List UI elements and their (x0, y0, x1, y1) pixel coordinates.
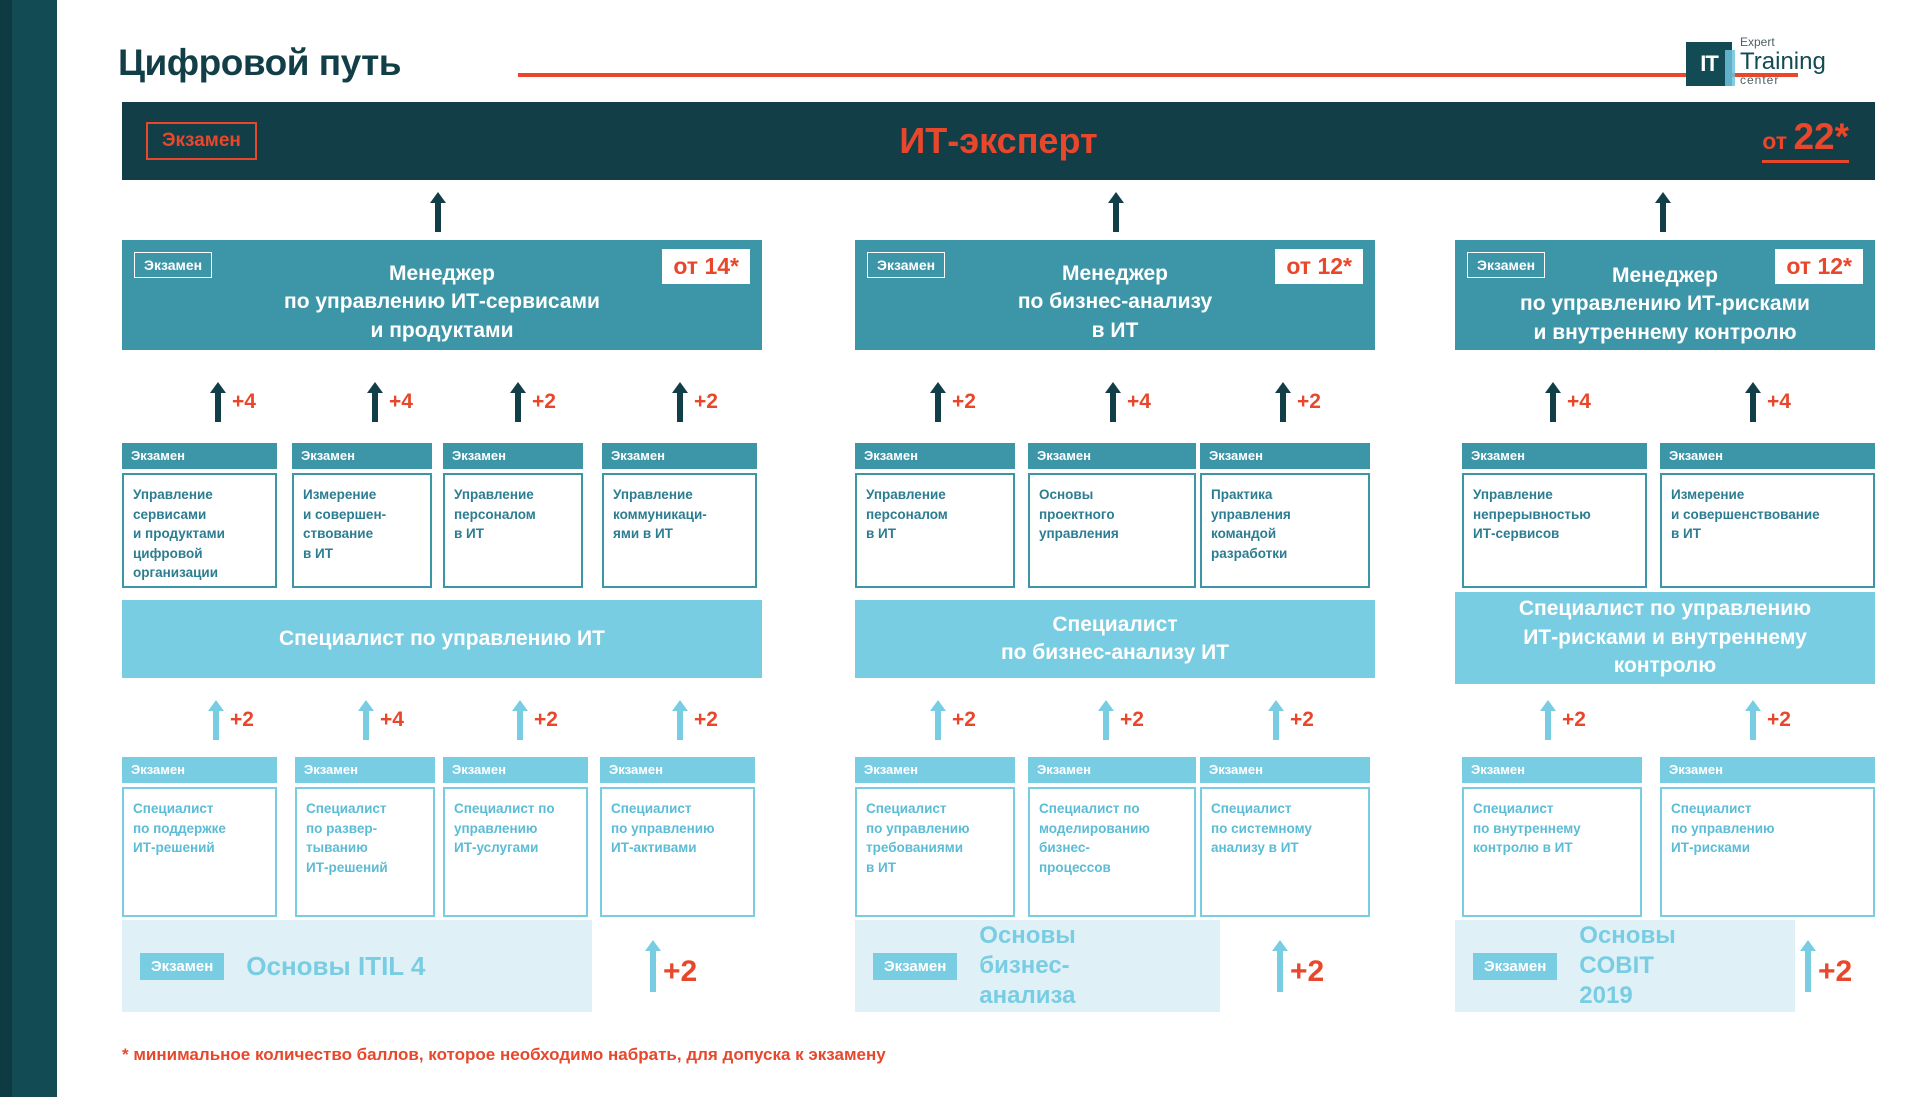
basics-title-col3: Основы COBIT 2019 (1579, 922, 1676, 1009)
score-plus-course-c2-3: +2 (1297, 390, 1321, 413)
manager-box-col3 (1455, 240, 1875, 350)
spec-course-exam-badge-c1-3: Экзамен (443, 757, 588, 783)
spec-course-body-c1-4: Специалист по управлению ИТ-активами (600, 787, 755, 917)
it-expert-title: ИТ-эксперт (899, 120, 1098, 161)
header (118, 20, 1878, 90)
score-plus-basics-c3: +2 (1818, 955, 1853, 988)
arrow-course-to-manager-c1-3 (510, 382, 526, 422)
course-body-c1-4: Управление коммуникаци- ями в ИТ (602, 473, 757, 588)
spec-course-card-c2-1 (855, 757, 1015, 917)
it-expert-score (1762, 116, 1849, 163)
arrow-spec-course-c2-2 (1098, 700, 1114, 740)
manager-title-col1: Менеджер по управлению ИТ-сервисами и продуктами (284, 262, 600, 342)
specialist-box-col3 (1455, 592, 1875, 684)
spec-course-exam-badge-c2-2: Экзамен (1028, 757, 1196, 783)
it-expert-score-value: 22* (1793, 116, 1849, 157)
basics-box-col3 (1455, 920, 1795, 1012)
exam-badge-expert: Экзамен (146, 122, 257, 160)
spec-course-exam-badge-c3-1: Экзамен (1462, 757, 1642, 783)
score-plus-spec-c2-3: +2 (1290, 708, 1314, 731)
specialist-box-col2 (855, 600, 1375, 678)
spec-course-card-c2-2 (1028, 757, 1196, 917)
course-exam-badge-c1-3: Экзамен (443, 443, 583, 469)
specialist-title-col1: Специалист по управлению ИТ (279, 626, 605, 650)
course-exam-badge-c1-2: Экзамен (292, 443, 432, 469)
arrow-shaft (1750, 710, 1756, 740)
spec-course-body-c3-2: Специалист по управлению ИТ-рисками (1660, 787, 1875, 917)
arrow-course-to-manager-c1-4 (672, 382, 688, 422)
manager-title-col3: Менеджер по управлению ИТ-рисками и внутреннему контролю (1520, 264, 1810, 344)
specialist-box-col1 (122, 600, 762, 678)
score-plus-spec-c1-2: +4 (380, 708, 404, 731)
arrow-course-to-manager-c2-2 (1105, 382, 1121, 422)
logo-training-text: Training (1740, 47, 1826, 75)
manager-title-col2: Менеджер по бизнес-анализу в ИТ (1017, 262, 1213, 342)
course-exam-badge-c2-2: Экзамен (1028, 443, 1196, 469)
score-plus-spec-c2-2: +2 (1120, 708, 1144, 731)
score-plus-basics-c2: +2 (1290, 955, 1325, 988)
manager-exam-badge-col2: Экзамен (867, 252, 945, 278)
spec-course-body-c1-1: Специалист по поддержке ИТ-решений (122, 787, 277, 917)
it-expert-score-prefix: от (1762, 128, 1788, 154)
arrow-spec-course-c1-3 (512, 700, 528, 740)
spec-course-exam-badge-c1-4: Экзамен (600, 757, 755, 783)
arrow-shaft (1545, 710, 1551, 740)
score-plus-spec-c1-3: +2 (534, 708, 558, 731)
basics-box-col2 (855, 920, 1220, 1012)
basics-exam-badge-col1: Экзамен (140, 953, 224, 980)
logo-center-text: center (1740, 72, 1780, 87)
arrow-shaft (1113, 202, 1119, 232)
arrow-spec-course-c3-1 (1540, 700, 1556, 740)
course-exam-badge-c1-1: Экзамен (122, 443, 277, 469)
arrow-spec-course-c1-2 (358, 700, 374, 740)
score-plus-course-c1-3: +2 (532, 390, 556, 413)
arrow-course-to-manager-c2-3 (1275, 382, 1291, 422)
score-plus-course-c3-1: +4 (1567, 390, 1591, 413)
arrow-course-to-manager-c2-1 (930, 382, 946, 422)
spec-course-card-c1-4 (600, 757, 755, 917)
logo-mark: IT (1686, 42, 1732, 86)
course-body-c2-1: Управление персоналом в ИТ (855, 473, 1015, 588)
arrow-to-it-expert-col1 (430, 192, 446, 232)
arrow-shaft (935, 710, 941, 740)
it-expert-bar (122, 102, 1875, 180)
basics-title-col2: Основы бизнес- анализа (979, 922, 1076, 1009)
arrow-shaft (213, 710, 219, 740)
arrow-shaft (1280, 392, 1286, 422)
course-body-c2-3: Практика управления командой разработки (1200, 473, 1370, 588)
arrow-spec-course-c1-1 (208, 700, 224, 740)
spec-course-body-c1-2: Специалист по развер- тыванию ИТ-решений (295, 787, 435, 917)
arrow-shaft (1550, 392, 1556, 422)
spec-course-exam-badge-c2-3: Экзамен (1200, 757, 1370, 783)
course-card-c1-1 (122, 443, 277, 588)
spec-course-body-c3-1: Специалист по внутреннему контролю в ИТ (1462, 787, 1642, 917)
course-card-c3-1 (1462, 443, 1647, 588)
arrow-spec-course-c2-1 (930, 700, 946, 740)
score-plus-basics-c1: +2 (663, 955, 698, 988)
spec-course-exam-badge-c1-2: Экзамен (295, 757, 435, 783)
score-plus-course-c1-1: +4 (232, 390, 256, 413)
arrow-course-to-manager-c3-1 (1545, 382, 1561, 422)
spec-course-body-c1-3: Специалист по управлению ИТ-услугами (443, 787, 588, 917)
left-stripe (0, 0, 57, 1097)
manager-score-col2: от 12* (1275, 249, 1363, 284)
spec-course-exam-badge-c3-2: Экзамен (1660, 757, 1875, 783)
arrow-spec-course-c2-3 (1268, 700, 1284, 740)
spec-course-card-c3-1 (1462, 757, 1642, 917)
arrow-shaft (650, 950, 656, 992)
arrow-shaft (517, 710, 523, 740)
course-exam-badge-c2-3: Экзамен (1200, 443, 1370, 469)
score-plus-spec-c3-1: +2 (1562, 708, 1586, 731)
arrow-shaft (1277, 950, 1283, 992)
spec-course-card-c1-2 (295, 757, 435, 917)
arrow-basics-c3 (1800, 940, 1816, 992)
spec-course-card-c3-2 (1660, 757, 1875, 917)
arrow-shaft (515, 392, 521, 422)
arrow-course-to-manager-c3-2 (1745, 382, 1761, 422)
score-plus-course-c1-4: +2 (694, 390, 718, 413)
course-body-c3-1: Управление непрерывностью ИТ-сервисов (1462, 473, 1647, 588)
spec-course-card-c1-1 (122, 757, 277, 917)
arrow-to-it-expert-col2 (1108, 192, 1124, 232)
course-exam-badge-c3-1: Экзамен (1462, 443, 1647, 469)
score-plus-course-c3-2: +4 (1767, 390, 1791, 413)
arrow-spec-course-c3-2 (1745, 700, 1761, 740)
page-title: Цифровой путь (118, 42, 401, 83)
basics-title-col1: Основы ITIL 4 (246, 950, 426, 981)
course-body-c1-3: Управление персоналом в ИТ (443, 473, 583, 588)
specialist-title-col3: Специалист по управлению ИТ-рисками и внутреннему контролю (1518, 597, 1812, 678)
manager-score-col3: от 12* (1775, 249, 1863, 284)
course-exam-badge-c2-1: Экзамен (855, 443, 1015, 469)
manager-score-col1: от 14* (662, 249, 750, 284)
manager-box-col2 (855, 240, 1375, 350)
course-card-c3-2 (1660, 443, 1875, 588)
spec-course-exam-badge-c2-1: Экзамен (855, 757, 1015, 783)
score-plus-course-c2-2: +4 (1127, 390, 1151, 413)
arrow-to-it-expert-col3 (1655, 192, 1671, 232)
arrow-shaft (1273, 710, 1279, 740)
arrow-shaft (363, 710, 369, 740)
course-body-c1-2: Измерение и совершен- ствование в ИТ (292, 473, 432, 588)
manager-exam-badge-col1: Экзамен (134, 252, 212, 278)
arrow-shaft (677, 392, 683, 422)
score-plus-course-c2-1: +2 (952, 390, 976, 413)
course-card-c2-1 (855, 443, 1015, 588)
course-exam-badge-c3-2: Экзамен (1660, 443, 1875, 469)
arrow-shaft (372, 392, 378, 422)
arrow-shaft (677, 710, 683, 740)
score-plus-spec-c3-2: +2 (1767, 708, 1791, 731)
arrow-basics-c1 (645, 940, 661, 992)
title-rule (518, 73, 1798, 77)
course-exam-badge-c1-4: Экзамен (602, 443, 757, 469)
score-plus-spec-c1-1: +2 (230, 708, 254, 731)
footnote: * минимальное количество баллов, которое необходимо набрать, для допуска к экзамену (122, 1045, 886, 1064)
arrow-shaft (1110, 392, 1116, 422)
manager-exam-badge-col3: Экзамен (1467, 252, 1545, 278)
spec-course-body-c2-3: Специалист по системному анализу в ИТ (1200, 787, 1370, 917)
arrow-course-to-manager-c1-2 (367, 382, 383, 422)
arrow-basics-c2 (1272, 940, 1288, 992)
manager-box-col1 (122, 240, 762, 350)
logo-text (1740, 36, 1826, 86)
basics-box-col1 (122, 920, 592, 1012)
course-card-c1-3 (443, 443, 583, 588)
spec-course-body-c2-2: Специалист по моделированию бизнес- процессов (1028, 787, 1196, 917)
spec-course-exam-badge-c1-1: Экзамен (122, 757, 277, 783)
score-plus-spec-c2-1: +2 (952, 708, 976, 731)
course-card-c2-2 (1028, 443, 1196, 588)
specialist-title-col2: Специалист по бизнес-анализу ИТ (1000, 612, 1230, 664)
basics-exam-badge-col3: Экзамен (1473, 953, 1557, 980)
spec-course-body-c2-1: Специалист по управлению требованиями в ИТ (855, 787, 1015, 917)
course-card-c1-2 (292, 443, 432, 588)
left-stripe-inner (0, 0, 12, 1097)
score-plus-course-c1-2: +4 (389, 390, 413, 413)
course-body-c1-1: Управление сервисами и продуктами цифровой организации (122, 473, 277, 588)
arrow-spec-course-c1-4 (672, 700, 688, 740)
arrow-shaft (1103, 710, 1109, 740)
course-card-c1-4 (602, 443, 757, 588)
basics-exam-badge-col2: Экзамен (873, 953, 957, 980)
course-body-c2-2: Основы проектного управления (1028, 473, 1196, 588)
spec-course-card-c2-3 (1200, 757, 1370, 917)
course-card-c2-3 (1200, 443, 1370, 588)
arrow-shaft (1805, 950, 1811, 992)
logo (1686, 36, 1856, 92)
arrow-course-to-manager-c1-1 (210, 382, 226, 422)
spec-course-card-c1-3 (443, 757, 588, 917)
arrow-shaft (215, 392, 221, 422)
logo-expert-text: Expert (1740, 35, 1775, 49)
score-plus-spec-c1-4: +2 (694, 708, 718, 731)
arrow-shaft (935, 392, 941, 422)
course-body-c3-2: Измерение и совершенствование в ИТ (1660, 473, 1875, 588)
arrow-shaft (1660, 202, 1666, 232)
arrow-shaft (1750, 392, 1756, 422)
arrow-shaft (435, 202, 441, 232)
